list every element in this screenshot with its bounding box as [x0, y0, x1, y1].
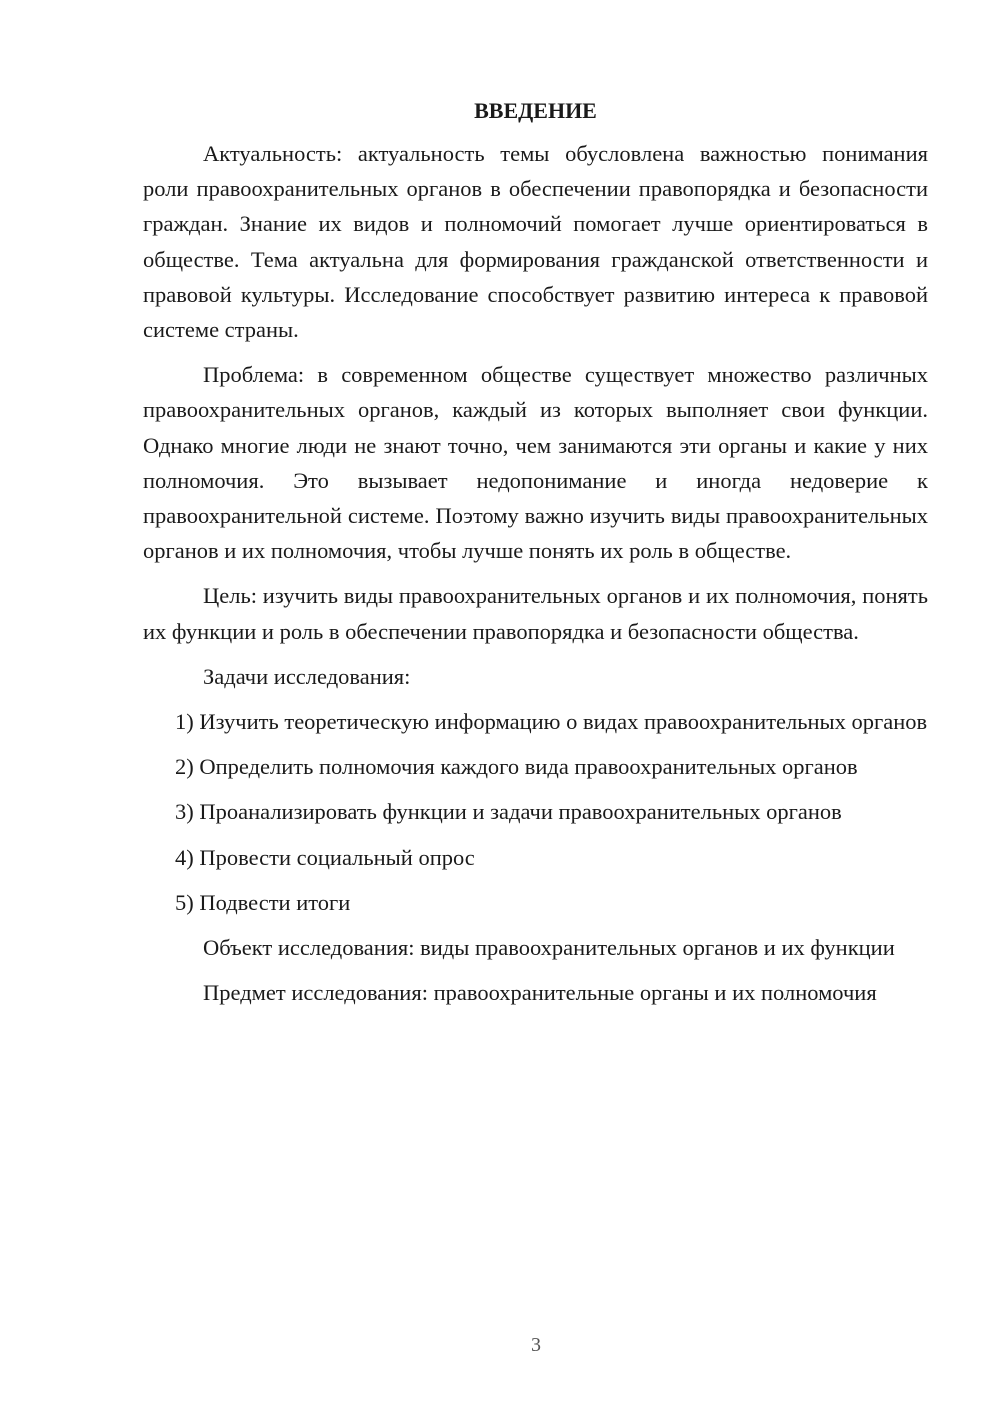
- task-item: 2) Определить полномочия каждого вида правоохранительных органов: [175, 754, 858, 780]
- relevance-paragraph: Актуальность: актуальность темы обусловлена важностью понимания роли правоохранительных органов в обеспечении правопорядка и безопасности граждан. Знание их видов и полномочий помогает лучше ориентироваться в обществе. Тема актуальна для формирования гражданской ответственности и правовой культуры. Исследование способствует развитию интереса к правовой системе страны.: [143, 141, 928, 343]
- page-number: 3: [531, 1334, 541, 1356]
- page-content: [143, 96, 928, 1020]
- task-item: 4) Провести социальный опрос: [175, 844, 475, 870]
- object-paragraph: Объект исследования: виды правоохранительных органов и их функции: [203, 935, 895, 961]
- subject-paragraph: Предмет исследования: правоохранительные органы и их полномочия: [203, 980, 877, 1006]
- task-item: 3) Проанализировать функции и задачи правоохранительных органов: [175, 799, 842, 825]
- tasks-title: Задачи исследования:: [203, 663, 411, 689]
- task-item: 5) Подвести итоги: [175, 889, 351, 915]
- section-heading: ВВЕДЕНИЕ: [474, 98, 597, 123]
- goal-paragraph: Цель: изучить виды правоохранительных органов и их полномочия, понять их функции и роль в обеспечении правопорядка и безопасности общества.: [143, 583, 928, 644]
- task-item: 1) Изучить теоретическую информацию о видах правоохранительных органов: [175, 709, 928, 735]
- problem-paragraph: Проблема: в современном обществе существует множество различных правоохранительных органов, каждый из которых выполняет свои функции. Однако многие люди не знают точно, чем занимаются эти органы и какие у них полномочия. Это вызывает недопонимание и иногда недоверие к правоохранительной системе. Поэтому важно изучить виды правоохранительных органов и их полномочия, чтобы лучше понять их роль в обществе.: [143, 362, 928, 564]
